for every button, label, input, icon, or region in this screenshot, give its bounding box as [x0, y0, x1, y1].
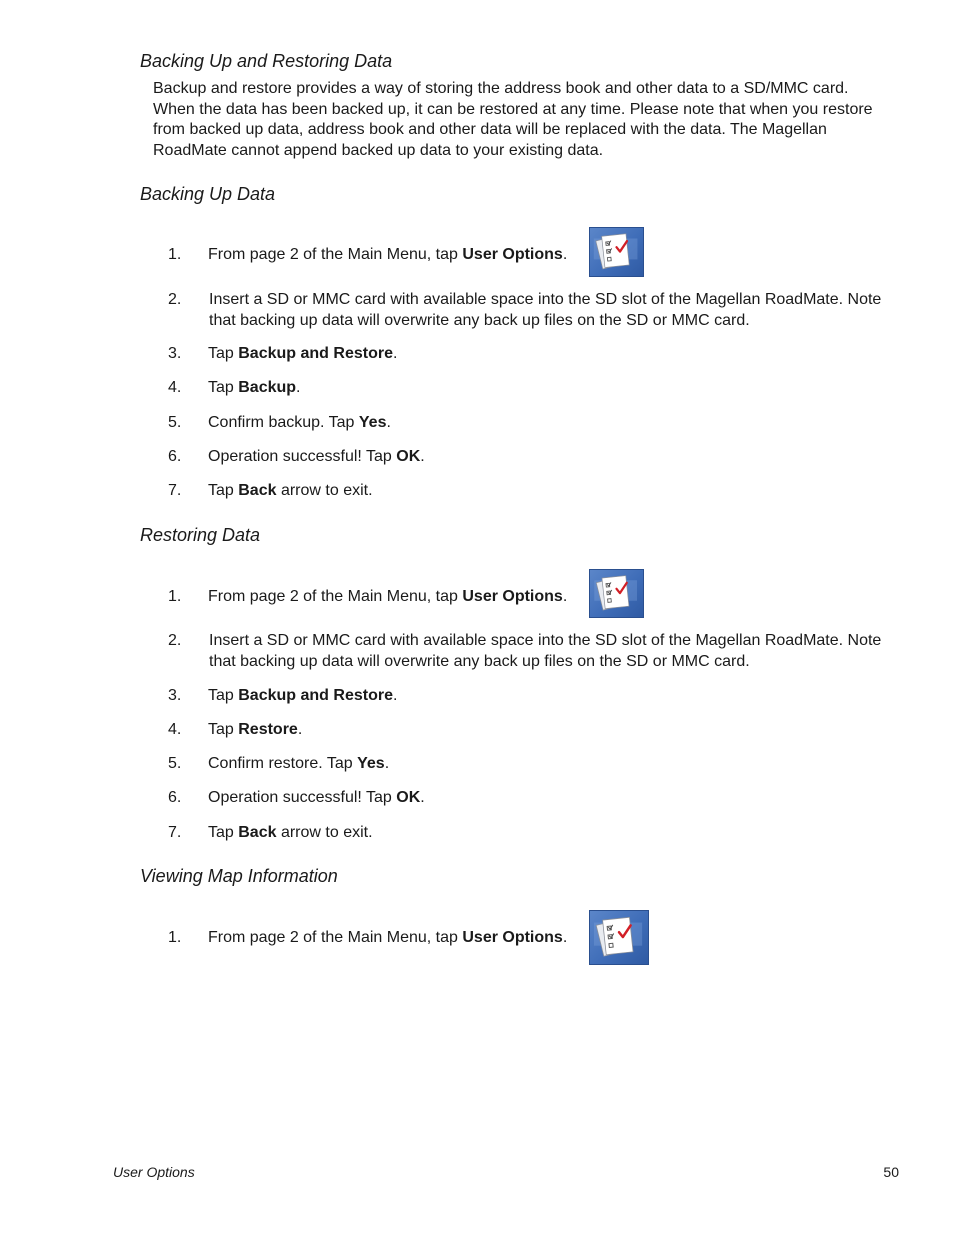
section-title: Backing Up and Restoring Data: [140, 51, 393, 71]
intro-paragraph: Backup and restore provides a way of storing the address book and other data to a SD/MMC card. When the data has been backed up, it can be restored at any time. Please note that when you restore from backed up data, address book and other data will be replaced with the data. The Magellan RoadMate cannot append backed up data to your existing data.: [153, 80, 873, 159]
step-text-suffix: .: [562, 588, 568, 605]
step-text-suffix: .: [562, 929, 568, 946]
step-text-prefix: Confirm restore. Tap: [208, 755, 358, 772]
step-bold-term: Backup and Restore: [238, 687, 393, 704]
step-text: [208, 788, 898, 809]
step-text: [208, 447, 898, 468]
step-text-suffix: .: [297, 721, 303, 738]
step-bold-term: Yes: [357, 755, 385, 772]
footer-section-name: User Options: [113, 1164, 195, 1180]
step-text-suffix: .: [392, 687, 398, 704]
step-text-prefix: Confirm backup. Tap: [208, 414, 359, 431]
step-number: 7.: [168, 482, 182, 499]
step-text: [208, 823, 898, 844]
user-options-icon: [589, 227, 644, 277]
step-text-prefix: Tap: [208, 824, 239, 841]
step-number: 1.: [168, 588, 182, 605]
step-text-prefix: From page 2 of the Main Menu, tap: [208, 588, 463, 605]
step-bold-term: Back: [238, 824, 277, 841]
step-text-prefix: Operation successful! Tap: [208, 789, 397, 806]
backup-heading: Backing Up Data: [140, 184, 276, 204]
step-text: [209, 290, 899, 331]
step-number: 3.: [168, 345, 182, 362]
step-text-prefix: Operation successful! Tap: [208, 448, 397, 465]
restore-heading: Restoring Data: [140, 525, 261, 545]
step-bold-term: OK: [396, 448, 421, 465]
step-number: 1.: [168, 929, 182, 946]
step-text: [208, 481, 898, 502]
step-text-prefix: Tap: [208, 482, 239, 499]
step-text: [208, 344, 898, 365]
step-bold-term: User Options: [462, 246, 563, 263]
step-number: 2.: [168, 291, 182, 308]
user-options-icon: [589, 910, 649, 965]
step-text-suffix: .: [384, 755, 390, 772]
step-text: [208, 413, 898, 434]
step-bold-term: Back: [238, 482, 277, 499]
step-bold-term: Yes: [358, 414, 387, 431]
step-text-suffix: .: [392, 345, 398, 362]
step-number: 1.: [168, 246, 182, 263]
step-bold-term: Restore: [238, 721, 298, 738]
step-number: 4.: [168, 721, 182, 738]
step-text-suffix: arrow to exit.: [276, 824, 373, 841]
step-text-prefix: Tap: [208, 379, 239, 396]
step-text: [208, 587, 898, 608]
step-number: 4.: [168, 379, 182, 396]
step-text: [208, 378, 898, 399]
step-text-prefix: Insert a SD or MMC card with available space into the SD slot of the Magellan RoadMate. Note that backing up data will overwrite any back up files on the SD or MMC card.: [209, 632, 882, 670]
step-text-suffix: .: [562, 246, 568, 263]
step-number: 7.: [168, 824, 182, 841]
step-number: 5.: [168, 755, 182, 772]
step-text-suffix: .: [386, 414, 391, 431]
step-number: 3.: [168, 687, 182, 704]
step-bold-term: User Options: [462, 929, 563, 946]
step-text-prefix: From page 2 of the Main Menu, tap: [208, 246, 463, 263]
step-text-prefix: Tap: [208, 687, 239, 704]
step-text: [208, 720, 898, 741]
step-number: 5.: [168, 414, 182, 431]
step-text-suffix: .: [296, 379, 301, 396]
step-number: 2.: [168, 632, 182, 649]
step-text-suffix: .: [420, 789, 425, 806]
user-options-icon: [589, 569, 644, 618]
footer-page-number: 50: [883, 1164, 899, 1180]
step-text-suffix: .: [420, 448, 425, 465]
step-number: 6.: [168, 448, 182, 465]
step-bold-term: OK: [396, 789, 421, 806]
step-text: [209, 631, 899, 672]
step-bold-term: User Options: [462, 588, 563, 605]
map-info-heading: Viewing Map Information: [140, 866, 338, 886]
step-number: 6.: [168, 789, 182, 806]
step-bold-term: Backup and Restore: [238, 345, 393, 362]
step-text-prefix: Tap: [208, 721, 239, 738]
step-text-suffix: arrow to exit.: [276, 482, 373, 499]
step-text: [208, 686, 898, 707]
step-text-prefix: From page 2 of the Main Menu, tap: [208, 929, 463, 946]
step-text: [208, 754, 898, 775]
step-bold-term: Backup: [238, 379, 297, 396]
step-text-prefix: Insert a SD or MMC card with available space into the SD slot of the Magellan RoadMate. Note that backing up data will overwrite any back up files on the SD or MMC card.: [209, 291, 882, 329]
step-text-prefix: Tap: [208, 345, 239, 362]
step-text: [208, 245, 898, 266]
step-text: [208, 928, 898, 949]
